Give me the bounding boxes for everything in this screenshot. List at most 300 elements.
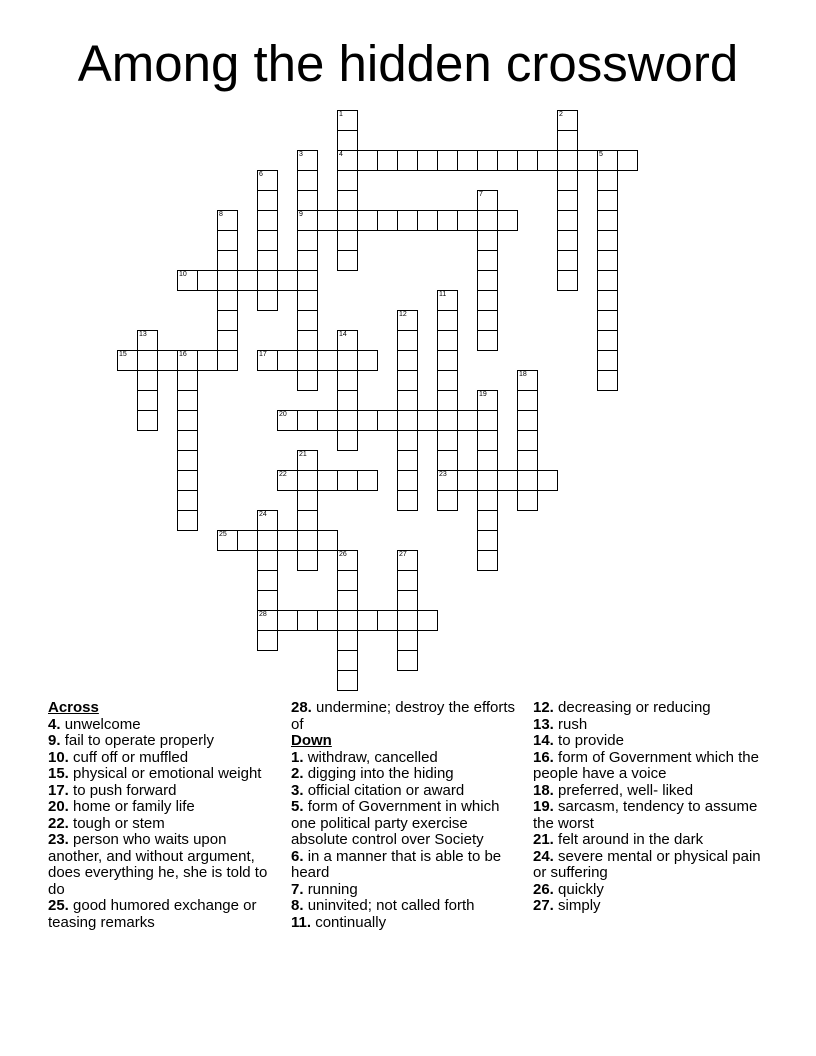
grid-cell[interactable] [337, 250, 358, 271]
grid-cell[interactable] [257, 290, 278, 311]
across-clue [48, 783, 280, 800]
cell-number: 23 [439, 471, 447, 478]
across-clue [48, 799, 280, 816]
clue-number: 10. [48, 748, 69, 766]
clue-number: 17. [48, 781, 69, 799]
grid-cell[interactable] [437, 150, 458, 171]
clue-text: sarcasm, tendency to assume the worst [533, 798, 758, 832]
grid-cell[interactable] [517, 450, 538, 471]
grid-cell[interactable] [557, 170, 578, 191]
clue-text: form of Government in which one political party exercise absolute control over Society [291, 798, 500, 848]
grid-cell[interactable] [297, 330, 318, 351]
grid-cell[interactable] [377, 410, 398, 431]
grid-cell[interactable] [197, 350, 218, 371]
grid-cell[interactable] [597, 150, 618, 171]
grid-cell[interactable] [317, 470, 338, 491]
grid-cell[interactable] [397, 610, 418, 631]
grid-cell[interactable] [517, 410, 538, 431]
grid-cell[interactable] [337, 650, 358, 671]
grid-cell[interactable] [397, 570, 418, 591]
grid-cell[interactable] [397, 490, 418, 511]
grid-cell[interactable] [537, 470, 558, 491]
clues-column-2 [291, 700, 523, 931]
grid-cell[interactable] [337, 670, 358, 691]
grid-cell[interactable] [337, 330, 358, 351]
down-clue [533, 882, 768, 899]
clue-text: tough or stem [73, 814, 165, 832]
grid-cell[interactable] [297, 410, 318, 431]
grid-cell[interactable] [437, 450, 458, 471]
grid-cell[interactable] [397, 330, 418, 351]
grid-cell[interactable] [337, 370, 358, 391]
cell-number: 19 [479, 391, 487, 398]
grid-cell[interactable] [297, 230, 318, 251]
grid-cell[interactable] [217, 330, 238, 351]
clue-text: unwelcome [64, 715, 141, 733]
clue-number: 11. [291, 913, 312, 931]
down-clue [533, 832, 768, 849]
grid-cell[interactable] [497, 150, 518, 171]
clue-text: quickly [558, 880, 604, 898]
clue-text: person who waits upon another, and without argument, does everything he, she is told to do [48, 831, 268, 898]
grid-cell[interactable] [357, 470, 378, 491]
down-clue [291, 783, 523, 800]
cell-number: 17 [259, 351, 267, 358]
grid-cell[interactable] [457, 470, 478, 491]
grid-cell[interactable] [337, 590, 358, 611]
grid-cell[interactable] [597, 230, 618, 251]
clue-text: continually [315, 913, 387, 931]
grid-cell[interactable] [517, 430, 538, 451]
cell-number: 12 [399, 311, 407, 318]
grid-cell[interactable] [297, 170, 318, 191]
across-header: Across [48, 699, 99, 716]
grid-cell[interactable] [297, 290, 318, 311]
clue-text: digging into the hiding [307, 765, 454, 782]
grid-cell[interactable] [337, 390, 358, 411]
clue-number: 26. [533, 880, 554, 898]
grid-cell[interactable] [597, 210, 618, 231]
across-clue [48, 898, 280, 931]
grid-cell[interactable] [597, 290, 618, 311]
grid-cell[interactable] [557, 110, 578, 131]
grid-cell[interactable] [177, 410, 198, 431]
grid-cell[interactable] [297, 530, 318, 551]
clue-text: severe mental or physical pain or suffering [533, 847, 761, 881]
grid-cell[interactable] [257, 610, 278, 631]
clue-number: 19. [533, 798, 554, 815]
grid-cell[interactable] [477, 410, 498, 431]
grid-cell[interactable] [437, 290, 458, 311]
grid-cell[interactable] [557, 230, 578, 251]
grid-cell[interactable] [277, 350, 298, 371]
grid-cell[interactable] [277, 410, 298, 431]
grid-cell[interactable] [517, 390, 538, 411]
grid-cell[interactable] [177, 450, 198, 471]
grid-cell[interactable] [297, 490, 318, 511]
grid-cell[interactable] [377, 210, 398, 231]
grid-cell[interactable] [217, 530, 238, 551]
grid-cell[interactable] [297, 190, 318, 211]
grid-cell[interactable] [357, 410, 378, 431]
grid-cell[interactable] [357, 150, 378, 171]
cell-number: 6 [259, 171, 263, 178]
grid-cell[interactable] [337, 350, 358, 371]
grid-cell[interactable] [437, 210, 458, 231]
clue-number: 16. [533, 748, 554, 766]
cell-number: 8 [219, 211, 223, 218]
clue-text: uninvited; not called forth [307, 897, 475, 914]
grid-cell[interactable] [477, 210, 498, 231]
grid-cell[interactable] [557, 210, 578, 231]
grid-cell[interactable] [557, 250, 578, 271]
grid-cell[interactable] [397, 630, 418, 651]
grid-cell[interactable] [257, 530, 278, 551]
down-clue [291, 898, 523, 915]
cell-number: 18 [519, 371, 527, 378]
grid-cell[interactable] [397, 450, 418, 471]
grid-cell[interactable] [337, 570, 358, 591]
grid-cell[interactable] [217, 250, 238, 271]
clue-number: 21. [533, 831, 554, 848]
grid-cell[interactable] [297, 250, 318, 271]
grid-cell[interactable] [177, 370, 198, 391]
clue-number: 23. [48, 831, 69, 848]
grid-cell[interactable] [337, 470, 358, 491]
grid-cell[interactable] [457, 210, 478, 231]
grid-cell[interactable] [477, 310, 498, 331]
grid-cell[interactable] [477, 230, 498, 251]
grid-cell[interactable] [237, 270, 258, 291]
clue-text: simply [558, 897, 601, 914]
down-clue [533, 717, 768, 734]
clue-number: 8. [291, 897, 304, 914]
grid-cell[interactable] [397, 650, 418, 671]
grid-cell[interactable] [297, 210, 318, 231]
grid-cell[interactable] [597, 370, 618, 391]
grid-cell[interactable] [177, 430, 198, 451]
grid-cell[interactable] [477, 290, 498, 311]
grid-cell[interactable] [477, 430, 498, 451]
grid-cell[interactable] [297, 610, 318, 631]
grid-cell[interactable] [597, 310, 618, 331]
grid-cell[interactable] [557, 130, 578, 151]
grid-cell[interactable] [497, 470, 518, 491]
clue-number: 1. [291, 748, 304, 766]
grid-cell[interactable] [377, 610, 398, 631]
grid-cell[interactable] [417, 410, 438, 431]
down-clue [533, 849, 768, 882]
down-clue [533, 733, 768, 750]
grid-cell[interactable] [597, 250, 618, 271]
grid-cell[interactable] [137, 410, 158, 431]
cell-number: 15 [119, 351, 127, 358]
grid-cell[interactable] [597, 350, 618, 371]
grid-cell[interactable] [177, 470, 198, 491]
cell-number: 5 [599, 151, 603, 158]
grid-cell[interactable] [317, 410, 338, 431]
cell-number: 21 [299, 451, 307, 458]
grid-cell[interactable] [257, 630, 278, 651]
clue-text: felt around in the dark [558, 831, 704, 848]
grid-cell[interactable] [257, 190, 278, 211]
grid-cell[interactable] [597, 170, 618, 191]
grid-cell[interactable] [457, 410, 478, 431]
grid-cell[interactable] [597, 270, 618, 291]
grid-cell[interactable] [477, 390, 498, 411]
across-clue [48, 816, 280, 833]
down-clue [291, 799, 523, 849]
grid-cell[interactable] [437, 370, 458, 391]
grid-cell[interactable] [357, 610, 378, 631]
grid-cell[interactable] [217, 210, 238, 231]
grid-cell[interactable] [297, 370, 318, 391]
cell-number: 24 [259, 511, 267, 518]
grid-cell[interactable] [137, 330, 158, 351]
grid-cell[interactable] [477, 470, 498, 491]
grid-cell[interactable] [317, 210, 338, 231]
grid-cell[interactable] [577, 150, 598, 171]
grid-cell[interactable] [557, 150, 578, 171]
grid-cell[interactable] [277, 530, 298, 551]
grid-cell[interactable] [397, 370, 418, 391]
clue-number: 3. [291, 781, 304, 799]
grid-cell[interactable] [317, 610, 338, 631]
grid-cell[interactable] [257, 590, 278, 611]
grid-cell[interactable] [337, 170, 358, 191]
down-clue [533, 898, 768, 915]
grid-cell[interactable] [477, 490, 498, 511]
grid-cell[interactable] [497, 210, 518, 231]
grid-cell[interactable] [437, 490, 458, 511]
grid-cell[interactable] [297, 450, 318, 471]
clue-number: 20. [48, 798, 69, 815]
grid-cell[interactable] [217, 290, 238, 311]
cell-number: 2 [559, 111, 563, 118]
grid-cell[interactable] [597, 330, 618, 351]
grid-cell[interactable] [317, 350, 338, 371]
grid-cell[interactable] [397, 550, 418, 571]
cell-number: 20 [279, 411, 287, 418]
grid-cell[interactable] [437, 430, 458, 451]
grid-cell[interactable] [477, 270, 498, 291]
cell-number: 13 [139, 331, 147, 338]
grid-cell[interactable] [397, 410, 418, 431]
grid-cell[interactable] [337, 150, 358, 171]
grid-cell[interactable] [337, 110, 358, 131]
clue-text: cuff off or muffled [73, 748, 189, 766]
grid-cell[interactable] [537, 150, 558, 171]
clue-number: 14. [533, 732, 554, 749]
grid-cell[interactable] [457, 150, 478, 171]
grid-cell[interactable] [417, 150, 438, 171]
grid-cell[interactable] [297, 150, 318, 171]
grid-cell[interactable] [337, 430, 358, 451]
grid-cell[interactable] [357, 350, 378, 371]
grid-cell[interactable] [337, 550, 358, 571]
cell-number: 7 [479, 191, 483, 198]
grid-cell[interactable] [337, 230, 358, 251]
across-clue [48, 750, 280, 767]
clue-number: 9. [48, 732, 61, 749]
grid-cell[interactable] [397, 350, 418, 371]
clue-text: to push forward [73, 781, 177, 799]
grid-cell[interactable] [337, 630, 358, 651]
clue-number: 2. [291, 765, 304, 782]
grid-cell[interactable] [397, 430, 418, 451]
grid-cell[interactable] [177, 490, 198, 511]
grid-cell[interactable] [477, 530, 498, 551]
grid-cell[interactable] [557, 190, 578, 211]
cell-number: 14 [339, 331, 347, 338]
grid-cell[interactable] [617, 150, 638, 171]
grid-cell[interactable] [117, 350, 138, 371]
grid-cell[interactable] [397, 590, 418, 611]
grid-cell[interactable] [257, 270, 278, 291]
grid-cell[interactable] [337, 190, 358, 211]
grid-cell[interactable] [217, 230, 238, 251]
clues-column-1 [48, 700, 280, 931]
grid-cell[interactable] [177, 270, 198, 291]
grid-cell[interactable] [257, 510, 278, 531]
grid-cell[interactable] [217, 350, 238, 371]
grid-cell[interactable] [397, 470, 418, 491]
clue-number: 22. [48, 814, 69, 832]
clue-text: rush [558, 715, 588, 733]
down-header: Down [291, 732, 332, 749]
grid-cell[interactable] [337, 210, 358, 231]
grid-cell[interactable] [237, 530, 258, 551]
grid-cell[interactable] [437, 330, 458, 351]
grid-cell[interactable] [517, 490, 538, 511]
clue-text: undermine; destroy the efforts of [291, 699, 516, 733]
clue-number: 13. [533, 715, 554, 733]
down-clue [291, 750, 523, 767]
grid-cell[interactable] [177, 510, 198, 531]
clue-number: 6. [291, 847, 304, 865]
clue-number: 4. [48, 715, 61, 733]
grid-cell[interactable] [397, 150, 418, 171]
cell-number: 25 [219, 531, 227, 538]
grid-cell[interactable] [257, 250, 278, 271]
grid-cell[interactable] [357, 210, 378, 231]
grid-cell[interactable] [417, 210, 438, 231]
grid-cell[interactable] [397, 310, 418, 331]
grid-cell[interactable] [597, 190, 618, 211]
grid-cell[interactable] [297, 350, 318, 371]
grid-cell[interactable] [137, 370, 158, 391]
grid-cell[interactable] [477, 150, 498, 171]
grid-cell[interactable] [297, 510, 318, 531]
grid-cell[interactable] [477, 190, 498, 211]
grid-cell[interactable] [297, 470, 318, 491]
grid-cell[interactable] [477, 550, 498, 571]
cell-number: 10 [179, 271, 187, 278]
grid-cell[interactable] [517, 370, 538, 391]
clue-text: physical or emotional weight [73, 765, 262, 782]
grid-cell[interactable] [517, 150, 538, 171]
cell-number: 3 [299, 151, 303, 158]
clue-text: preferred, well- liked [558, 781, 694, 799]
grid-cell[interactable] [337, 130, 358, 151]
down-clue [291, 849, 523, 882]
grid-cell[interactable] [477, 510, 498, 531]
grid-cell[interactable] [257, 230, 278, 251]
grid-cell[interactable] [257, 170, 278, 191]
grid-cell[interactable] [177, 350, 198, 371]
clue-text: in a manner that is able to be heard [291, 847, 502, 881]
grid-cell[interactable] [257, 570, 278, 591]
clue-text: running [307, 880, 358, 898]
down-clue [533, 799, 768, 832]
grid-cell[interactable] [477, 250, 498, 271]
clue-number: 24. [533, 847, 554, 865]
down-clue [533, 783, 768, 800]
grid-cell[interactable] [257, 350, 278, 371]
grid-cell[interactable] [137, 350, 158, 371]
across-clue [48, 832, 280, 898]
grid-cell[interactable] [397, 390, 418, 411]
grid-cell[interactable] [477, 330, 498, 351]
grid-cell[interactable] [437, 350, 458, 371]
grid-cell[interactable] [337, 410, 358, 431]
cell-number: 27 [399, 551, 407, 558]
across-clue [48, 766, 280, 783]
down-clue [291, 915, 523, 932]
grid-cell[interactable] [197, 270, 218, 291]
grid-cell[interactable] [157, 350, 178, 371]
grid-cell[interactable] [417, 610, 438, 631]
grid-cell[interactable] [557, 270, 578, 291]
cell-number: 9 [299, 211, 303, 218]
grid-cell[interactable] [297, 310, 318, 331]
cell-number: 28 [259, 611, 267, 618]
grid-cell[interactable] [337, 610, 358, 631]
grid-cell[interactable] [437, 390, 458, 411]
grid-cell[interactable] [297, 550, 318, 571]
grid-cell[interactable] [377, 150, 398, 171]
grid-cell[interactable] [217, 310, 238, 331]
grid-cell[interactable] [317, 530, 338, 551]
grid-cell[interactable] [397, 210, 418, 231]
grid-cell[interactable] [437, 410, 458, 431]
grid-cell[interactable] [437, 310, 458, 331]
grid-cell[interactable] [177, 390, 198, 411]
grid-cell[interactable] [477, 450, 498, 471]
across-clue [291, 700, 523, 733]
grid-cell[interactable] [517, 470, 538, 491]
grid-cell[interactable] [277, 470, 298, 491]
grid-cell[interactable] [257, 210, 278, 231]
clue-text: form of Government which the people have a voice [533, 748, 759, 782]
grid-cell[interactable] [257, 550, 278, 571]
grid-cell[interactable] [297, 270, 318, 291]
clue-text: decreasing or reducing [558, 699, 711, 716]
down-clue [533, 700, 768, 717]
clue-number: 5. [291, 798, 304, 815]
clue-number: 25. [48, 897, 69, 914]
page-title: Among the hidden crossword [77, 35, 739, 92]
grid-cell[interactable] [277, 610, 298, 631]
cell-number: 26 [339, 551, 347, 558]
cell-number: 1 [339, 111, 343, 118]
grid-cell[interactable] [437, 470, 458, 491]
clue-number: 27. [533, 897, 554, 914]
grid-cell[interactable] [137, 390, 158, 411]
grid-cell[interactable] [217, 270, 238, 291]
grid-cell[interactable] [277, 270, 298, 291]
cell-number: 11 [439, 291, 447, 298]
